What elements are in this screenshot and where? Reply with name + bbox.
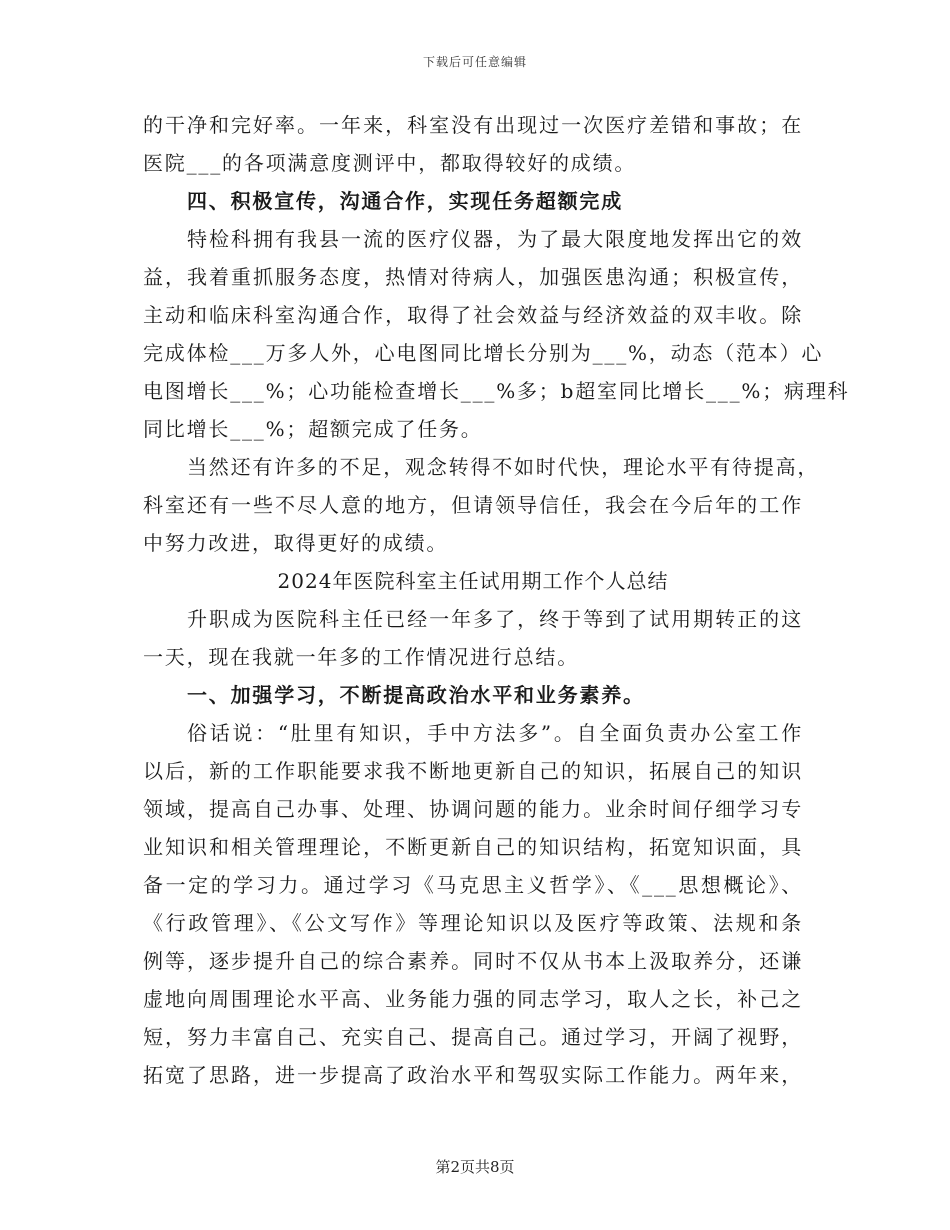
paragraph-promotion [143, 220, 850, 448]
text-line: 医院___的各项满意度测评中，都取得较好的成绩。 [143, 151, 637, 175]
text-line: 备一定的学习力。通过学习《马克思主义哲学》、《___思想概论》、 [143, 873, 803, 897]
text-line: 一天，现在我就一年多的工作情况进行总结。 [143, 645, 579, 669]
text-line: 当然还有许多的不足，观念转得不如时代快，理论水平有待提高， [187, 455, 820, 479]
paragraph-intro [143, 600, 803, 676]
text-line: 电图增长___%；心功能检查增长___%多；b超室同比增长___%；病理科 [143, 379, 850, 403]
text-line: 《行政管理》、《公文写作》等理论知识以及医疗等政策、法规和条 [143, 911, 803, 935]
text-line: 以后，新的工作职能要求我不断地更新自己的知识，拓展自己的知识 [143, 759, 803, 783]
text-line: 特检科拥有我县一流的医疗仪器，为了最大限度地发挥出它的效 [187, 227, 803, 251]
text-line: 升职成为医院科主任已经一年多了，终于等到了试用期转正的这 [187, 607, 803, 631]
text-line: 科室还有一些不尽人意的地方，但请领导信任，我会在今后年的工作 [143, 493, 803, 517]
text-line: 短，努力丰富自己、充实自己、提高自己。通过学习，开阔了视野， [143, 1025, 803, 1049]
text-line: 同比增长___%；超额完成了任务。 [143, 417, 483, 441]
paragraph-shortcomings [143, 448, 820, 562]
document-title: 2024年医院科室主任试用期工作个人总结 [277, 569, 669, 593]
text-line: 完成体检___万多人外，心电图同比增长分别为___%，动态（范本）心 [143, 341, 824, 365]
paragraph-cleanliness [143, 106, 803, 182]
text-line: 拓宽了思路，进一步提高了政治水平和驾驭实际工作能力。两年来， [143, 1063, 803, 1087]
document-body [143, 106, 850, 1094]
paragraph-learning [143, 714, 803, 1094]
page-header: 下载后可任意编辑 [422, 55, 527, 69]
page-footer: 第2页共8页 [435, 1158, 515, 1176]
text-line: 中努力改进，取得更好的成绩。 [143, 531, 449, 555]
section-heading-one: 一、加强学习，不断提高政治水平和业务素养。 [187, 683, 645, 707]
section-heading-four: 四、积极宣传，沟通合作，实现任务超额完成 [187, 189, 623, 213]
text-line: 主动和临床科室沟通合作，取得了社会效益与经济效益的双丰收。除 [143, 303, 803, 327]
text-line: 业知识和相关管理理论，不断更新自己的知识结构，拓宽知识面，具 [143, 835, 803, 859]
text-line: 例等，逐步提升自己的综合素养。同时不仅从书本上汲取养分，还谦 [143, 949, 803, 973]
text-line: 益，我着重抓服务态度，热情对待病人，加强医患沟通；积极宣传， [143, 265, 803, 289]
text-line: 俗话说：“肚里有知识，手中方法多”。自全面负责办公室工作 [187, 721, 803, 745]
text-line: 领域，提高自己办事、处理、协调问题的能力。业余时间仔细学习专 [143, 797, 803, 821]
text-line: 虚地向周围理论水平高、业务能力强的同志学习，取人之长，补己之 [143, 987, 803, 1011]
text-line: 的干净和完好率。一年来，科室没有出现过一次医疗差错和事故；在 [143, 113, 803, 137]
